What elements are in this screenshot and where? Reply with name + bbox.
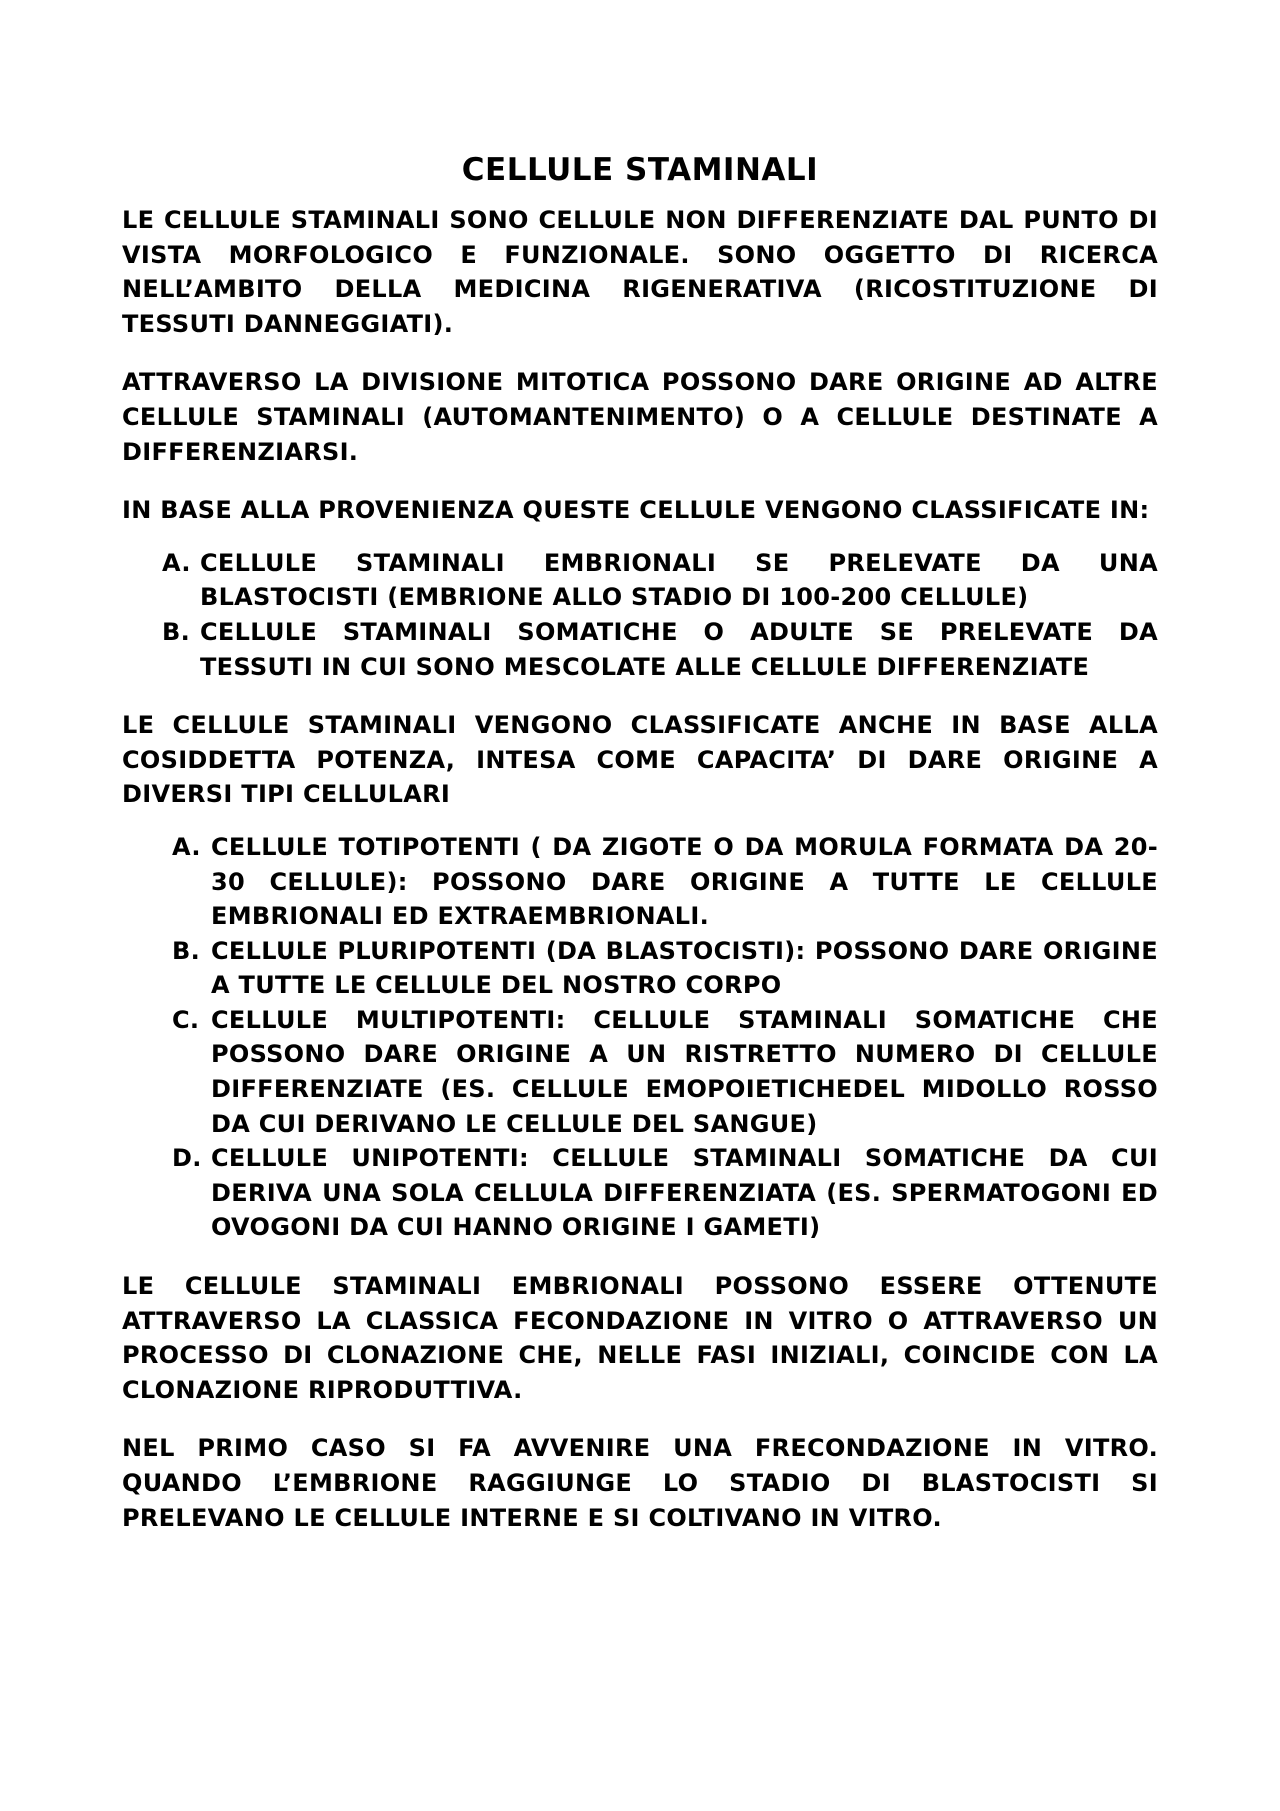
potency-classification-list [122, 830, 1158, 1245]
page-title: CELLULE STAMINALI [461, 152, 819, 188]
paragraph-mitosis: ATTRAVERSO LA DIVISIONE MITOTICA POSSONO DARE ORIGINE AD ALTRE CELLULE STAMINALI (AUTOMANTENIMENTO) O A CELLULE DESTINATE A DIFFERENZIARSI. [122, 368, 1158, 466]
list-item [122, 1003, 1158, 1141]
list-marker: A. [172, 832, 201, 861]
list-item [122, 1141, 1158, 1245]
list-marker: D. [172, 1144, 202, 1173]
list-item-text: CELLULE PLURIPOTENTI (DA BLASTOCISTI): POSSONO DARE ORIGINE A TUTTE LE CELLULE DEL NOSTRO CORPO [211, 936, 1158, 1000]
list-item [122, 615, 1158, 684]
list-item-text: CELLULE STAMINALI EMBRIONALI SE PRELEVATE DA UNA BLASTOCISTI (EMBRIONE ALLO STADIO DI 100-200 CELLULE) [200, 548, 1158, 612]
paragraph-potency-intro: LE CELLULE STAMINALI VENGONO CLASSIFICATE ANCHE IN BASE ALLA COSIDDETTA POTENZA, INTESA COME CAPACITA’ DI DARE ORIGINE A DIVERSI TIPI CELLULARI [122, 711, 1158, 809]
list-item-text: CELLULE TOTIPOTENTI ( DA ZIGOTE O DA MORULA FORMATA DA 20-30 CELLULE): POSSONO DARE ORIGINE A TUTTE LE CELLULE EMBRIONALI ED EXTRAEMBRIONALI. [211, 832, 1158, 931]
list-marker: B. [172, 936, 201, 965]
list-item [122, 546, 1158, 615]
list-marker: A. [162, 548, 191, 577]
document-body [122, 150, 1158, 1559]
list-item-text: CELLULE MULTIPOTENTI: CELLULE STAMINALI SOMATICHE CHE POSSONO DARE ORIGINE A UN RISTRETTO NUMERO DI CELLULE DIFFERENZIATE (ES. CELLULE EMOPOIETICHEDEL MIDOLLO ROSSO DA CUI DERIVANO LE CELLULE DEL SANGUE) [211, 1005, 1158, 1138]
paragraph-definition: LE CELLULE STAMINALI SONO CELLULE NON DIFFERENZIATE DAL PUNTO DI VISTA MORFOLOGICO E FUNZIONALE. SONO OGGETTO DI RICERCA NELL’AMBITO DELLA MEDICINA RIGENERATIVA (RICOSTITUZIONE DI TESSUTI DANNEGGIATI). [122, 206, 1158, 338]
list-item [122, 830, 1158, 934]
list-marker: C. [172, 1005, 200, 1034]
paragraph-embryonic-sources: LE CELLULE STAMINALI EMBRIONALI POSSONO ESSERE OTTENUTE ATTRAVERSO LA CLASSICA FECONDAZIONE IN VITRO O ATTRAVERSO UN PROCESSO DI CLONAZIONE CHE, NELLE FASI INIZIALI, COINCIDE CON LA CLONAZIONE RIPRODUTTIVA. [122, 1272, 1158, 1404]
list-item-text: CELLULE UNIPOTENTI: CELLULE STAMINALI SOMATICHE DA CUI DERIVA UNA SOLA CELLULA DIFFERENZIATA (ES. SPERMATOGONI ED OVOGONI DA CUI HANNO ORIGINE I GAMETI) [211, 1144, 1158, 1242]
list-item [122, 934, 1158, 1003]
paragraph-origin-intro: IN BASE ALLA PROVENIENZA QUESTE CELLULE VENGONO CLASSIFICATE IN: [122, 496, 1150, 525]
paragraph-ivf-process: NEL PRIMO CASO SI FA AVVENIRE UNA FRECONDAZIONE IN VITRO. QUANDO L’EMBRIONE RAGGIUNGE LO STADIO DI BLASTOCISTI SI PRELEVANO LE CELLULE INTERNE E SI COLTIVANO IN VITRO. [122, 1434, 1158, 1532]
list-item-text: CELLULE STAMINALI SOMATICHE O ADULTE SE PRELEVATE DA TESSUTI IN CUI SONO MESCOLATE ALLE CELLULE DIFFERENZIATE [200, 617, 1158, 681]
list-marker: B. [162, 617, 191, 646]
origin-classification-list [122, 546, 1158, 684]
